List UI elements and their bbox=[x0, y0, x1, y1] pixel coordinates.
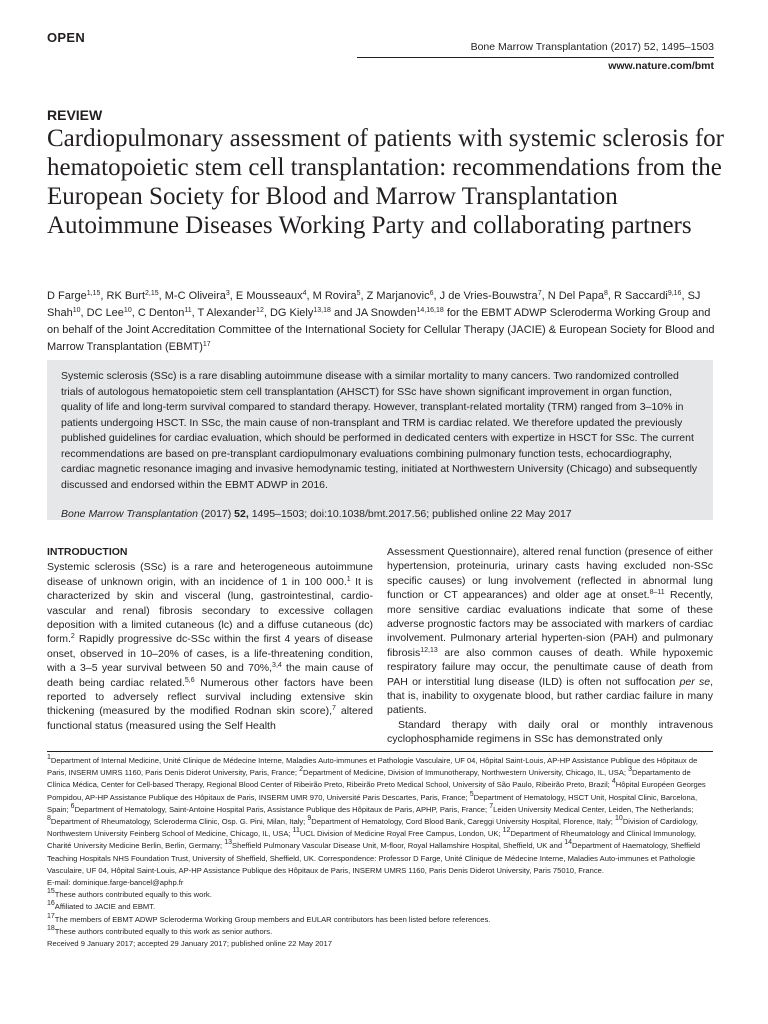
affiliation-text: Department of Rheumatology and Clinical Immunology, Charité University Medicine Berlin, Berlin, Germany; bbox=[47, 829, 697, 851]
body-text: Rapidly progressive dc-SSc within the first 4 years of disease onset, observed in 10–20% of cases, is a life-threatening condition, with a 3–5 year survival between 50 and 70%, bbox=[47, 633, 373, 675]
affiliation-text: Department of Hematology, Saint-Antoine Hospital Paris, Assistance Publique des Hôpitaux de Paris, APHP, Paris, France; bbox=[74, 804, 490, 814]
author-affiliation: 3 bbox=[225, 290, 230, 297]
affiliations bbox=[47, 755, 713, 877]
author-group: for the EBMT ADWP Scleroderma Working Group and on behalf of the Joint Accreditation Committee of the International Society for Cellular Therapy (JACIE) & European Society for Blood and Marrow Transplantation (EBMT) bbox=[47, 307, 715, 353]
author-affiliation: 14,16,18 bbox=[416, 307, 444, 314]
affiliation-text: Department of Internal Medicine, Unité Clinique de Médecine Interne, Maladies Auto-immunes et Pathologie Vasculaire, UF 04, Hôpital Saint-Louis, AP-HP Assistance Publique des Hôpitaux de Paris, INSERM UMRS 1160, Paris Denis Diderot University, Paris, France; bbox=[47, 756, 698, 778]
author-affiliation: 4 bbox=[302, 290, 307, 297]
author-name: E Mousseaux bbox=[235, 290, 303, 302]
author-list: D Farge$^{1,15}$, RK Burt$^{2,15}$, M-C Oliveira$^3$, E Mousseaux$^4$, M Rovira$^5$, Z Marjanovic$^6$, J de Vries-Bouwstra$^7$, N Del Papa$^8$, R Saccardi$^{9,16}$, SJ Shah$^{10}$, DC Lee$^{10}$, C Denton$^{11}$, T Alexander$^{12}$, DG Kiely$^{13,18}$ and JA Snowden$^{14,16,18}$ for the EBMT ADWP Scleroderma Working Group and on behalf of the Joint Accreditation Committee of the International Society for Cellular Therapy (JACIE) & European Society for Blood and Marrow Transplantation (EBMT)$^{17}$ bbox=[47, 290, 715, 353]
affiliation-text: Sheffield Pulmonary Vascular Disease Unit, M-floor, Royal Hallamshire Hospital, Sheffield, UK and bbox=[232, 841, 565, 851]
author-affiliation: 7 bbox=[537, 290, 542, 297]
section-heading: INTRODUCTION bbox=[47, 546, 128, 558]
introduction-paragraph-1-cont bbox=[387, 545, 713, 718]
affiliation-text: Department of Hematology, Cord Blood Bank, Careggi University Hospital, Florence, Italy; bbox=[311, 817, 616, 827]
affiliation-ref: 4 bbox=[611, 778, 616, 786]
affiliation-text: Leiden University Medical Center, Leiden, The Netherlands; bbox=[493, 804, 694, 814]
affiliation-ref: 11 bbox=[292, 827, 300, 835]
open-access-label: OPEN bbox=[47, 30, 86, 45]
author-name: J de Vries-Bouwstra bbox=[439, 290, 538, 302]
author-note-ref: 15 bbox=[47, 888, 55, 896]
author-affiliation: 12 bbox=[256, 307, 264, 314]
affiliation-ref: 1 bbox=[47, 754, 51, 761]
author-note-text: The members of EBMT ADWP Scleroderma Working Group members and EULAR contributors has been listed before references. bbox=[54, 914, 491, 924]
author-name: JA Snowden bbox=[355, 307, 417, 319]
citation-year: (2017) bbox=[200, 508, 232, 520]
author-note bbox=[47, 926, 713, 938]
introduction-paragraph-1 bbox=[47, 560, 373, 733]
received-dates: Received 9 January 2017; accepted 29 January 2017; published online 22 May 2017 bbox=[47, 939, 332, 949]
journal-url[interactable]: www.nature.com/bmt bbox=[608, 60, 714, 72]
body-ref: 3,4 bbox=[272, 662, 282, 670]
body-ref: 2 bbox=[70, 633, 75, 641]
article-citation bbox=[61, 507, 699, 523]
body-ref: 7 bbox=[332, 705, 336, 713]
affiliation-ref: 7 bbox=[489, 802, 494, 810]
correspondence-email[interactable]: E-mail: dominique.farge-bancel@aphp.fr bbox=[47, 878, 184, 888]
affiliation-ref: 8 bbox=[47, 815, 51, 823]
author-affiliation: 6 bbox=[429, 290, 434, 297]
affiliation-text: Department of Rheumatology, Scleroderma Clinic, Osp. G. Pini, Milan, Italy; bbox=[50, 817, 308, 827]
body-text: are also common causes of death. While hypoxemic respiratory failure may occur, the penultimate cause of death from PAH or interstitial lung disease (ILD) is often not suffocation bbox=[387, 646, 713, 688]
author-affiliation: 11 bbox=[184, 307, 192, 314]
body-text: Systemic sclerosis (SSc) is a rare and heterogeneous autoimmune disease of unknown origin, with an incidence of 1 in 100 000. bbox=[47, 561, 373, 588]
affiliation-text: Hôpital Européen Georges Pompidou, AP-HP Assistance Publique des Hôpitaux de Paris, INSERM UMR 970, Université Paris Descartes, Paris, France; bbox=[47, 780, 706, 802]
author-affiliation: 13,18 bbox=[313, 307, 331, 314]
author-name: M Rovira bbox=[312, 290, 357, 302]
body-italic: per se bbox=[679, 675, 711, 688]
affiliation-text: Departamento de Clínica Médica, Center for Cell-based Therapy, Regional Blood Center of Ribeirão Preto, Ribeirão Preto Medical School, University of São Paulo, Ribeirão Preto, Brazil; bbox=[47, 768, 691, 790]
affiliation-ref: 10 bbox=[615, 815, 623, 823]
affiliation-ref: 5 bbox=[469, 790, 474, 798]
affiliation-ref: 3 bbox=[628, 766, 633, 774]
body-column-right bbox=[387, 545, 713, 747]
author-note-text: These authors contributed equally to this work. bbox=[54, 890, 212, 900]
author-note bbox=[47, 914, 713, 926]
author-name: N Del Papa bbox=[547, 290, 604, 302]
author-name: D Farge bbox=[47, 290, 87, 302]
body-text: , that is, inability to oxygenate blood, but rather cardiac failure in many patients. bbox=[387, 675, 714, 717]
author-note-ref: 17 bbox=[47, 912, 55, 920]
author-affiliation: 2,15 bbox=[145, 290, 159, 297]
author-note bbox=[47, 889, 713, 901]
affiliation-text: UCL Division of Medicine Royal Free Campus, London, UK; bbox=[299, 829, 503, 839]
author-name: R Saccardi bbox=[614, 290, 668, 302]
affiliation-text: Department of Haematology, Sheffield Teaching Hospitals NHS Foundation Trust, University of Sheffield, Sheffield, UK. Correspondence: Professor D Farge, Unité Clinique de Médecine Interne, Maladies Auto-immunes et Pathologie Vasculaire, UF 04, Hôpital Saint-Louis, AP-HP Assistance Publique des Hôpitaux de Paris, INSERM UMRS 1160, Paris Denis Diderot University, Paris 75010, France. bbox=[47, 841, 701, 875]
author-affiliation: 10 bbox=[72, 307, 81, 314]
affiliation-ref: 14 bbox=[564, 839, 573, 847]
affiliation-text: Division of Cardiology, Northwestern University Feinberg School of Medicine, Chicago, IL, USA; bbox=[47, 817, 698, 839]
body-ref: 12,13 bbox=[420, 646, 438, 654]
affiliation-ref: 6 bbox=[70, 802, 75, 810]
author-affiliation: 5 bbox=[356, 290, 361, 297]
author-name: T Alexander bbox=[197, 307, 257, 319]
affiliation-text: Department of Hematology, HSCT Unit, Hospital Clinic, Barcelona, Spain; bbox=[47, 792, 698, 814]
author-note-ref: 18 bbox=[47, 924, 55, 932]
body-ref: 1 bbox=[346, 575, 351, 583]
footnotes bbox=[47, 755, 713, 950]
author-name: DG Kiely bbox=[269, 307, 314, 319]
author-notes bbox=[47, 889, 713, 938]
author-note-ref: 16 bbox=[47, 900, 55, 908]
author-name: C Denton bbox=[137, 307, 185, 319]
introduction-paragraph-2: Standard therapy with daily oral or monthly intravenous cyclophosphamide regimens in SSc has demonstrated only bbox=[387, 718, 713, 746]
author-affiliation: 9,16 bbox=[667, 290, 682, 297]
body-text: altered functional status (measured using the Self Health bbox=[47, 705, 373, 732]
body-column-left bbox=[47, 545, 373, 747]
author-note-text: These authors contributed equally to this work as senior authors. bbox=[54, 926, 273, 936]
author-name: Z Marjanovic bbox=[366, 290, 430, 302]
author-note bbox=[47, 901, 713, 913]
section-label: REVIEW bbox=[47, 107, 103, 123]
affiliation-ref: 13 bbox=[224, 839, 233, 847]
article-body bbox=[47, 545, 713, 747]
author-group-affiliation: 17 bbox=[202, 341, 211, 348]
body-text: Numerous other factors have been reported to adversely reflect survival including extensive skin thickening (measured by the modified Rodnan skin score), bbox=[47, 676, 373, 718]
body-text: Recently, more sensitive cardiac evaluations indicate that some of these adverse prognostic factors may be associated with markers of cardiac involvement. Pulmonary arterial hyperten-sion (PAH) and pulmonary fibrosis bbox=[387, 589, 713, 659]
citation-volume: 52, bbox=[234, 508, 249, 520]
affiliation-text: Department of Medicine, Division of Immunotherapy, Northwestern University, Chicago, IL, USA; bbox=[302, 768, 629, 778]
affiliation-ref: 2 bbox=[299, 766, 303, 774]
author-affiliation: 10 bbox=[123, 307, 132, 314]
body-ref: 5,6 bbox=[184, 676, 195, 684]
body-ref: 8–11 bbox=[649, 589, 665, 597]
author-affiliation: 8 bbox=[603, 290, 608, 297]
body-text: Assessment Questionnaire), altered renal function (presence of either hypertension, proteinuria, urinary casts having excluded non-SSc specific causes) or lung involvement (reflected in abnormal lung function or CT appearances) and older age at onset. bbox=[387, 546, 713, 602]
body-text: the main cause of death being cardiac related. bbox=[47, 662, 373, 689]
footnote-divider bbox=[47, 751, 713, 752]
author-name: M-C Oliveira bbox=[164, 290, 226, 302]
author-affiliation: 1,15 bbox=[86, 290, 101, 297]
author-name: DC Lee bbox=[86, 307, 124, 319]
author-note-text: Affiliated to JACIE and EBMT. bbox=[54, 902, 156, 912]
author-name: RK Burt bbox=[106, 290, 146, 302]
body-text: It is characterized by skin and visceral (lung, gastrointestinal, cardio-vascular and renal) fibrosis secondary to excessive collagen deposition with a limited cutaneous (lc) and a diffuse cutaneous (dc) form. bbox=[47, 575, 373, 646]
affiliation-ref: 12 bbox=[502, 827, 511, 835]
abstract-box bbox=[47, 360, 713, 520]
citation-journal: Bone Marrow Transplantation bbox=[61, 508, 198, 520]
author-name: SJ Shah bbox=[47, 290, 701, 319]
journal-citation-header: Bone Marrow Transplantation (2017) 52, 1495–1503 bbox=[470, 41, 714, 53]
article-title: Cardiopulmonary assessment of patients with systemic sclerosis for hematopoietic stem cell transplantation: recommendations from the European Society for Blood and Marrow Transplantation Autoimmune Diseases Working Party and collaborating partners bbox=[47, 125, 724, 239]
affiliation-ref: 9 bbox=[307, 815, 312, 823]
header-divider bbox=[357, 57, 714, 58]
abstract-text: Systemic sclerosis (SSc) is a rare disabling autoimmune disease with a similar mortality to many cancers. Two randomized controlled trials of autologous hematopoietic stem cell transplantation (AHSCT) for SSc have shown significant improvement in organ function, quality of life and long-term survival compared to standard therapy. However, transplant-related mortality (TRM) ranged from 3–10% in patients undergoing HSCT. In SSc, the main cause of non-transplant and TRM is cardiac related. We therefore updated the previously published guidelines for cardiac evaluation, which should be performed in dedicated centers with expertize in HSCT for SSc. The current recommendations are based on pre-transplant cardiopulmonary evaluations combining pulmonary function tests, echocardiography, cardiac magnetic resonance imaging and invasive hemodynamic testing, initiated at Northwestern University (Chicago) and subsequently discussed and endorsed within the EBMT ADWP in 2016. bbox=[61, 370, 698, 491]
citation-rest: 1495–1503; doi:10.1038/bmt.2017.56; published online 22 May 2017 bbox=[251, 508, 572, 520]
